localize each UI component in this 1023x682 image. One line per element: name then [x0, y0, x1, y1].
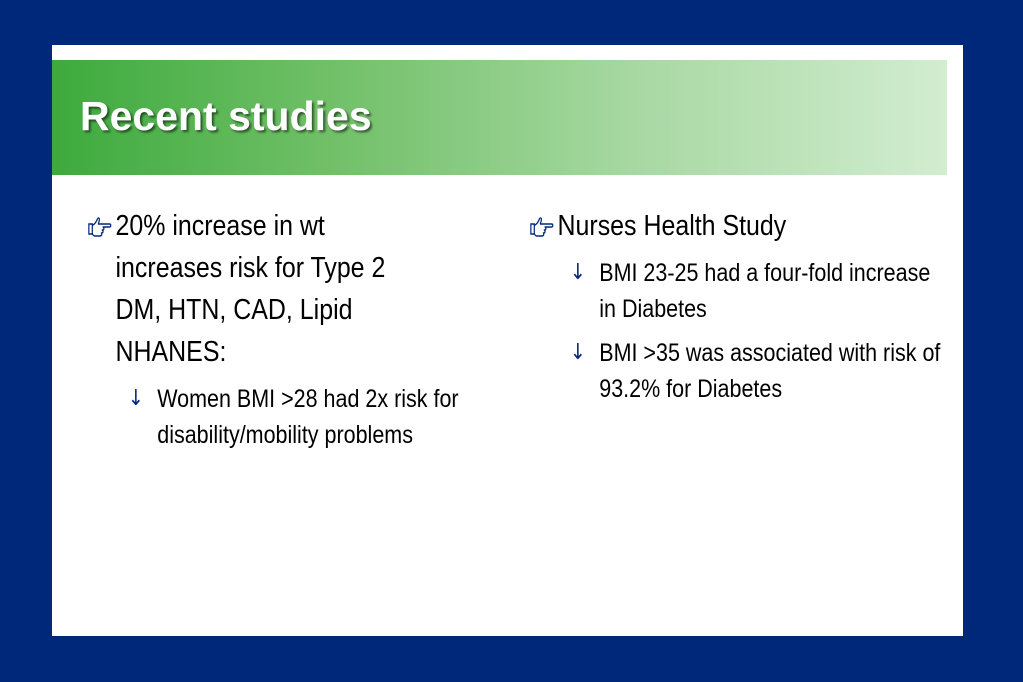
- sub-bullet-text: Women BMI >28 had 2x risk for disability/mobility problems: [157, 385, 459, 449]
- left-column: [88, 205, 508, 453]
- slide: [52, 45, 963, 636]
- left-bullet-text: 20% increase in wt increases risk for Type 2 DM, HTN, CAD, Lipid NHANES:: [115, 210, 386, 368]
- slide-title: Recent studies: [80, 93, 372, 139]
- pointing-hand-icon: [88, 215, 112, 237]
- sub-bullet-text: BMI >35 was associated with risk of 93.2% for Diabetes: [599, 339, 941, 403]
- right-column: [530, 205, 950, 407]
- bullet-item: [88, 205, 477, 373]
- down-arrow-icon: ↓: [128, 386, 144, 411]
- pointing-hand-icon: [530, 215, 554, 237]
- sub-bullet-item: [570, 335, 943, 407]
- right-bullet-text: Nurses Health Study: [557, 210, 787, 242]
- down-arrow-icon: ↓: [570, 340, 586, 365]
- sub-bullet-text: BMI 23-25 had a four-fold increase in Diabetes: [599, 259, 931, 323]
- sub-bullet-item: [128, 381, 501, 453]
- down-arrow-icon: ↓: [570, 260, 586, 285]
- title-bar: [52, 60, 947, 175]
- sub-bullet-item: [570, 255, 943, 327]
- bullet-item: [530, 205, 919, 247]
